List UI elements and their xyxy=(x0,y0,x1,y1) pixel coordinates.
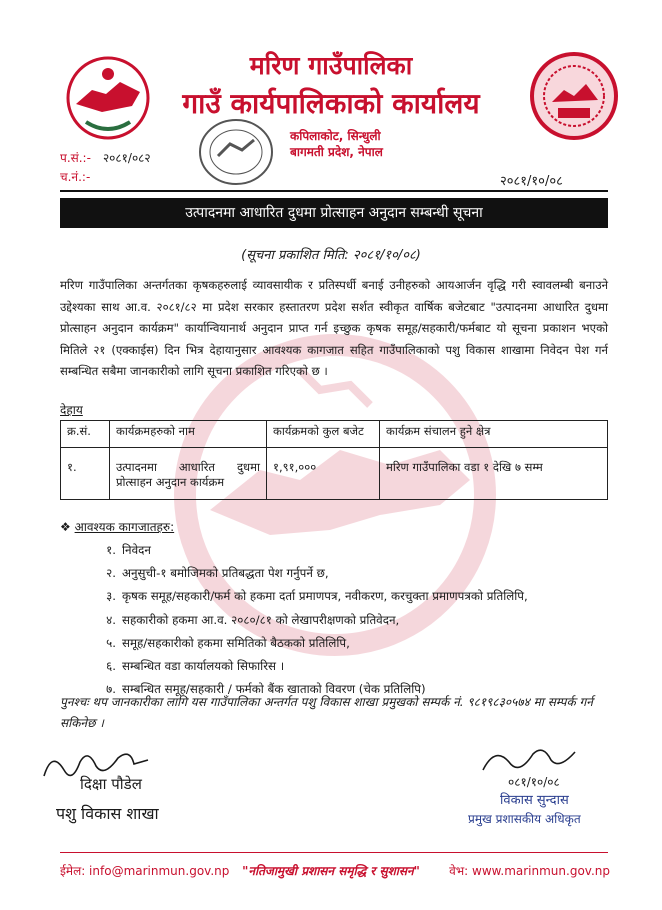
list-item: ७. सम्बन्धित समूह/सहकारी / फर्मको बैंक खाताको विवरण (चेक प्रतिलिपि) xyxy=(106,682,426,697)
table-header-cell: क्र.सं. xyxy=(61,421,110,448)
list-item: ४. सहकारीको हकमा आ.व. २०८०/८१ को लेखापरीक्षणको प्रतिवेदन, xyxy=(106,612,400,627)
footnote: पुनश्चः थप जानकारीका लागि यस गाउँपालिका अन्तर्गत पशु विकास शाखा प्रमुखको सम्पर्क नं. ९८१९८३०५७४ मा सम्पर्क गर्न सकिनेछ । xyxy=(60,695,593,730)
letter-date: २०८१/१०/०८ xyxy=(500,174,563,189)
signatory-left-name: दिक्षा पौडेल xyxy=(80,775,142,793)
table-header-cell: कार्यक्रमको कुल बजेट xyxy=(267,421,380,448)
program-table xyxy=(60,420,608,500)
signatory-right-date: ०८१/१०/०८ xyxy=(508,775,560,789)
ref-label: प.सं.:- xyxy=(60,151,91,165)
table-header-row xyxy=(61,421,608,448)
required-docs-heading xyxy=(60,518,174,535)
reference-number xyxy=(60,149,151,166)
bullet-icon: ❖ xyxy=(60,520,71,534)
dispatch-number-label: च.नं.:- xyxy=(60,170,91,184)
list-item: १. निवेदन xyxy=(106,543,151,557)
address-line-2: बागमती प्रदेश, नेपाल xyxy=(290,145,383,159)
annex-label: देहाय xyxy=(60,403,83,417)
table-cell: मरिण गाउँपालिका वडा १ देखि ७ सम्म xyxy=(380,448,608,500)
table-header-cell: कार्यक्रमहरुको नाम xyxy=(110,421,267,448)
notice-body: मरिण गाउँपालिका अन्तर्गतका कृषकहरुलाई व्यावसायीक र प्रतिस्पर्धी बनाई उनीहरुको आयआर्जन वृद्धि गरी स्वावलम्बी बनाउने उद्देश्यका साथ आ.व. २०८१/८२ मा प्रदेश सरकार हस्तातरण प्रदेश सर्शत स्वीकृत वार्षिक बजेटबाट "उत्पादनमा आधारित दुधमा प्रोत्साहन अनुदान कार्यक्रम" कार्यान्वियानार्थ अनुदान प्राप्त गर्न इच्छुक कृषक समूह/सहकारी/फर्मबाट यो सूचना प्रकाशन भएको मितिले २१ (एक्काईस) दिन भित्र देहायानुसार आवश्यक कागजात सहित गाउँपालिकाको पशु विकास शाखामा निवेदन पेश गर्न सम्बन्धित सबैमा जानकारीको लागि सूचना प्रकाशित गरिएको छ । xyxy=(60,278,608,378)
footer-divider xyxy=(60,852,608,853)
list-item: ५. समूह/सहकारीको हकमा समितिको बैठकको प्रतिलिपि, xyxy=(106,635,350,650)
signatory-right-name: विकास सुन्दास xyxy=(500,793,569,808)
table-header-cell: कार्यक्रम संचालन हुने क्षेत्र xyxy=(380,421,608,448)
footer-website: वेभ: www.marinmun.gov.np xyxy=(449,864,610,878)
office-stamp-icon xyxy=(196,112,296,192)
table-row xyxy=(61,448,608,500)
notice-title: उत्पादनमा आधारित दुधमा प्रोत्साहन अनुदान सम्बन्धी सूचना xyxy=(60,198,608,228)
required-docs-list xyxy=(60,539,608,701)
list-item: ६. सम्बन्धित वडा कार्यालयको सिफारिस । xyxy=(106,658,285,673)
footer-slogan: "नतिजामुखी प्रशासन समृद्धि र सुशासन" xyxy=(242,864,420,878)
footer-email: ईमेल: info@marinmun.gov.np xyxy=(60,864,230,878)
published-date: (सूचना प्रकाशित मिति: २०८१/१०/०८) xyxy=(241,248,421,263)
table-cell: १,९१,००० xyxy=(267,448,380,500)
signatory-right-title: प्रमुख प्रशासकीय अधिकृत xyxy=(468,812,581,826)
list-item: २. अनुसुची-१ बमोजिमको प्रतिबद्धता पेश गर्नुपर्ने छ, xyxy=(106,566,329,581)
required-docs-title: आवश्यक कागजातहरु: xyxy=(74,520,175,534)
address-line-1: कपिलाकोट, सिन्धुली xyxy=(290,129,381,143)
table-cell: उत्पादनमा आधारित दुधमा प्रोत्साहन अनुदान कार्यक्रम xyxy=(110,448,267,500)
list-item: ३. कृषक समूह/सहकारी/फर्म को हकमा दर्ता प्रमाणपत्र, नवीकरण, करचुक्ता प्रमाणपत्रको प्रतिलिपि, xyxy=(106,589,528,604)
header-divider xyxy=(60,190,608,192)
table-cell: १. xyxy=(61,448,110,500)
org-name: मरिण गाउँपालिका xyxy=(249,51,413,80)
ref-value: २०८१/०८२ xyxy=(102,151,151,165)
signatory-left-department: पशु विकास शाखा xyxy=(56,804,159,823)
office-name: गाउँ कार्यपालिकाको कार्यालय xyxy=(182,87,480,120)
